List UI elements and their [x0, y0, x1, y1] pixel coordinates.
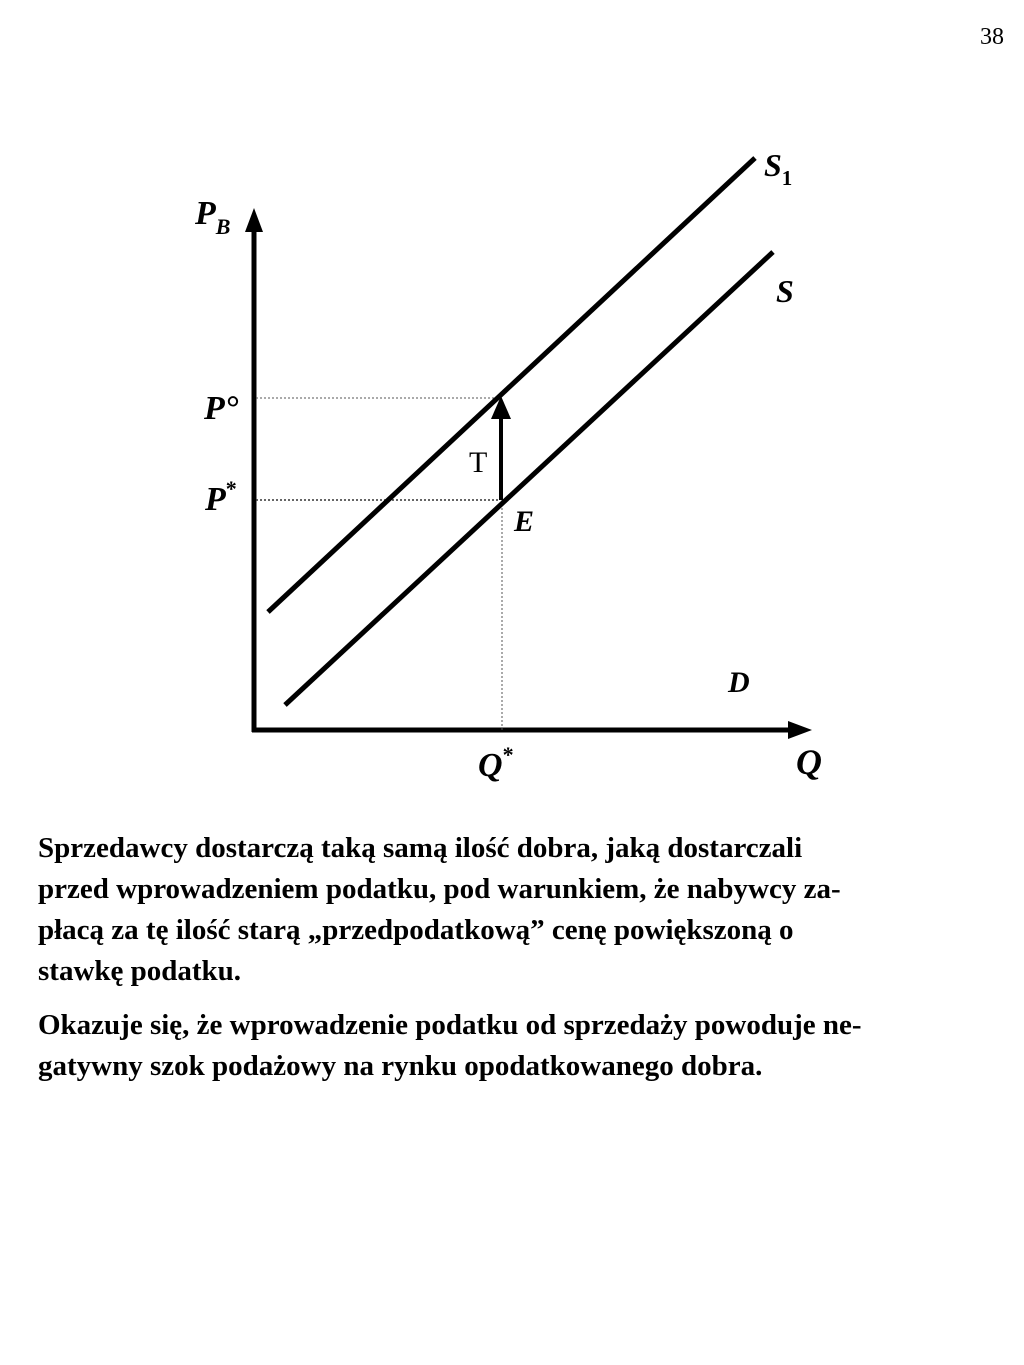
x-axis-label: Q: [796, 742, 822, 782]
paragraph-line: gatywny szok podażowy na rynku opodatkowanego dobra.: [38, 1050, 763, 1082]
price-tax-label: P°: [204, 390, 239, 427]
demand-label: D: [728, 666, 750, 699]
explanation-text: [38, 828, 998, 1100]
y-axis-label: $P_B$: [195, 195, 231, 239]
tax-label: T: [469, 446, 488, 479]
page-number: 38: [980, 24, 1004, 50]
equilibrium-label: E: [514, 505, 535, 538]
paragraph-line: płacą za tę ilość starą „przedpodatkową” cenę powiększoną o: [38, 914, 794, 946]
x-axis-arrowhead: [788, 721, 812, 739]
paragraph-line: Okazuje się, że wprowadzenie podatku od sprzedaży powoduje ne-: [38, 1009, 862, 1041]
paragraph-2: [38, 1005, 998, 1087]
supply-label: S: [776, 273, 794, 309]
quantity-label: Q*: [478, 742, 514, 784]
paragraph-1: [38, 828, 998, 992]
supply-shifted-curve: [268, 158, 755, 612]
supply-shifted-label: $S_1$: [764, 147, 793, 190]
supply-curve: [285, 252, 773, 705]
paragraph-line: stawkę podatku.: [38, 955, 242, 987]
paragraph-line: Sprzedawcy dostarczą taką samą ilość dobra, jaką dostarczali: [38, 832, 803, 864]
y-axis-arrowhead: [245, 208, 263, 232]
paragraph-line: przed wprowadzeniem podatku, pod warunkiem, że nabywcy za-: [38, 873, 841, 905]
price-equilibrium-label: P*: [205, 476, 237, 518]
